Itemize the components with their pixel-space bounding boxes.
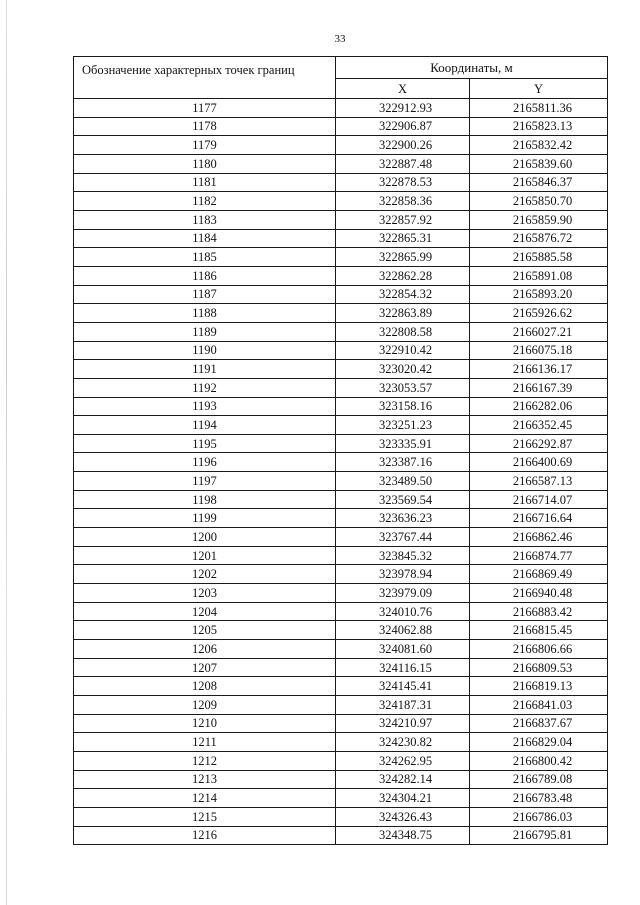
table-row [74,378,608,397]
x-coordinate-cell: 324348.75 [336,826,470,845]
table-row [74,360,608,379]
table-row [74,322,608,341]
table-row [74,285,608,304]
x-coordinate-cell: 323251.23 [336,416,470,435]
y-coordinate-cell: 2165811.36 [470,99,608,118]
y-coordinate-cell: 2166874.77 [470,546,608,565]
x-coordinate-cell: 324010.76 [336,602,470,621]
point-number-cell: 1200 [74,528,336,547]
point-number-cell: 1182 [74,192,336,211]
x-coordinate-cell: 322887.48 [336,154,470,173]
points-column-header: Обозначение характерных точек границ [74,57,336,99]
x-coordinate-cell: 324187.31 [336,696,470,715]
x-coordinate-cell: 324116.15 [336,658,470,677]
x-coordinate-cell: 323158.16 [336,397,470,416]
y-coordinate-cell: 2166786.03 [470,807,608,826]
page-number: 33 [334,33,346,45]
point-number-cell: 1207 [74,658,336,677]
point-number-cell: 1201 [74,546,336,565]
table-row [74,136,608,155]
y-coordinate-cell: 2166292.87 [470,434,608,453]
x-coordinate-cell: 324230.82 [336,733,470,752]
y-coordinate-cell: 2166940.48 [470,584,608,603]
point-number-cell: 1193 [74,397,336,416]
y-coordinate-cell: 2166829.04 [470,733,608,752]
x-coordinate-cell: 322858.36 [336,192,470,211]
y-coordinate-cell: 2166795.81 [470,826,608,845]
table-body [74,99,608,845]
table-row [74,210,608,229]
table-row [74,733,608,752]
x-coordinate-cell: 324081.60 [336,640,470,659]
coordinates-table [73,56,608,845]
x-column-header: X [336,79,470,99]
table-row [74,528,608,547]
point-number-cell: 1180 [74,154,336,173]
x-coordinate-cell: 323845.32 [336,546,470,565]
x-coordinate-cell: 322808.58 [336,322,470,341]
table-row [74,826,608,845]
y-coordinate-cell: 2165839.60 [470,154,608,173]
y-coordinate-cell: 2166714.07 [470,490,608,509]
y-coordinate-cell: 2166837.67 [470,714,608,733]
table-row [74,99,608,118]
x-coordinate-cell: 323569.54 [336,490,470,509]
x-coordinate-cell: 323387.16 [336,453,470,472]
table-header [74,57,608,99]
x-coordinate-cell: 322910.42 [336,341,470,360]
point-number-cell: 1215 [74,807,336,826]
y-coordinate-cell: 2166587.13 [470,472,608,491]
point-number-cell: 1216 [74,826,336,845]
table-row [74,229,608,248]
point-number-cell: 1178 [74,117,336,136]
table-row [74,602,608,621]
header-row [74,57,608,79]
y-coordinate-cell: 2166800.42 [470,751,608,770]
table-row [74,397,608,416]
y-coordinate-cell: 2165823.13 [470,117,608,136]
y-coordinate-cell: 2166815.45 [470,621,608,640]
x-coordinate-cell: 322862.28 [336,266,470,285]
y-coordinate-cell: 2166783.48 [470,789,608,808]
y-coordinate-cell: 2166282.06 [470,397,608,416]
x-coordinate-cell: 324304.21 [336,789,470,808]
table-row [74,565,608,584]
point-number-cell: 1196 [74,453,336,472]
y-coordinate-cell: 2166841.03 [470,696,608,715]
point-number-cell: 1195 [74,434,336,453]
point-number-cell: 1177 [74,99,336,118]
point-number-cell: 1212 [74,751,336,770]
table-row [74,696,608,715]
table-row [74,714,608,733]
point-number-cell: 1188 [74,304,336,323]
point-number-cell: 1183 [74,210,336,229]
y-coordinate-cell: 2165832.42 [470,136,608,155]
table-row [74,117,608,136]
point-number-cell: 1179 [74,136,336,155]
point-number-cell: 1204 [74,602,336,621]
point-number-cell: 1191 [74,360,336,379]
point-number-cell: 1206 [74,640,336,659]
point-number-cell: 1185 [74,248,336,267]
table-row [74,248,608,267]
x-coordinate-cell: 323767.44 [336,528,470,547]
x-coordinate-cell: 322863.89 [336,304,470,323]
x-coordinate-cell: 322865.99 [336,248,470,267]
point-number-cell: 1211 [74,733,336,752]
table-row [74,584,608,603]
point-number-cell: 1210 [74,714,336,733]
x-coordinate-cell: 322900.26 [336,136,470,155]
x-coordinate-cell: 324262.95 [336,751,470,770]
table-row [74,807,608,826]
x-coordinate-cell: 323053.57 [336,378,470,397]
y-coordinate-cell: 2165876.72 [470,229,608,248]
y-coordinate-cell: 2165891.08 [470,266,608,285]
y-coordinate-cell: 2165893.20 [470,285,608,304]
table-row [74,472,608,491]
y-coordinate-cell: 2166862.46 [470,528,608,547]
point-number-cell: 1190 [74,341,336,360]
y-coordinate-cell: 2166400.69 [470,453,608,472]
point-number-cell: 1198 [74,490,336,509]
table-row [74,621,608,640]
y-coordinate-cell: 2166869.49 [470,565,608,584]
y-coordinate-cell: 2166809.53 [470,658,608,677]
table-row [74,789,608,808]
point-number-cell: 1214 [74,789,336,808]
table-row [74,546,608,565]
table-row [74,751,608,770]
table-row [74,192,608,211]
x-coordinate-cell: 323979.09 [336,584,470,603]
point-number-cell: 1197 [74,472,336,491]
coordinates-column-header: Координаты, м [336,57,608,79]
point-number-cell: 1208 [74,677,336,696]
x-coordinate-cell: 322857.92 [336,210,470,229]
point-number-cell: 1187 [74,285,336,304]
y-coordinate-cell: 2166075.18 [470,341,608,360]
table-row [74,416,608,435]
scan-edge [6,0,7,905]
y-coordinate-cell: 2165885.58 [470,248,608,267]
y-coordinate-cell: 2166027.21 [470,322,608,341]
point-number-cell: 1203 [74,584,336,603]
x-coordinate-cell: 323489.50 [336,472,470,491]
table-row [74,154,608,173]
y-coordinate-cell: 2166789.08 [470,770,608,789]
point-number-cell: 1209 [74,696,336,715]
point-number-cell: 1213 [74,770,336,789]
y-coordinate-cell: 2165859.90 [470,210,608,229]
table-row [74,304,608,323]
x-coordinate-cell: 323020.42 [336,360,470,379]
point-number-cell: 1189 [74,322,336,341]
table-row [74,640,608,659]
x-coordinate-cell: 322912.93 [336,99,470,118]
point-number-cell: 1186 [74,266,336,285]
x-coordinate-cell: 322878.53 [336,173,470,192]
point-number-cell: 1205 [74,621,336,640]
table-row [74,173,608,192]
point-number-cell: 1184 [74,229,336,248]
y-coordinate-cell: 2165850.70 [470,192,608,211]
y-coordinate-cell: 2166136.17 [470,360,608,379]
x-coordinate-cell: 324145.41 [336,677,470,696]
point-number-cell: 1192 [74,378,336,397]
x-coordinate-cell: 322906.87 [336,117,470,136]
x-coordinate-cell: 322865.31 [336,229,470,248]
point-number-cell: 1199 [74,509,336,528]
y-coordinate-cell: 2165846.37 [470,173,608,192]
table-row [74,658,608,677]
point-number-cell: 1202 [74,565,336,584]
table-row [74,434,608,453]
y-coordinate-cell: 2166806.66 [470,640,608,659]
x-coordinate-cell: 324210.97 [336,714,470,733]
y-coordinate-cell: 2166883.42 [470,602,608,621]
x-coordinate-cell: 324282.14 [336,770,470,789]
y-coordinate-cell: 2166819.13 [470,677,608,696]
table-row [74,770,608,789]
y-column-header: Y [470,79,608,99]
y-coordinate-cell: 2166167.39 [470,378,608,397]
point-number-cell: 1194 [74,416,336,435]
table-row [74,341,608,360]
x-coordinate-cell: 323978.94 [336,565,470,584]
x-coordinate-cell: 323636.23 [336,509,470,528]
x-coordinate-cell: 324062.88 [336,621,470,640]
y-coordinate-cell: 2166352.45 [470,416,608,435]
x-coordinate-cell: 323335.91 [336,434,470,453]
y-coordinate-cell: 2166716.64 [470,509,608,528]
table-row [74,509,608,528]
y-coordinate-cell: 2165926.62 [470,304,608,323]
table-row [74,266,608,285]
x-coordinate-cell: 322854.32 [336,285,470,304]
x-coordinate-cell: 324326.43 [336,807,470,826]
table-row [74,453,608,472]
table-row [74,490,608,509]
table-row [74,677,608,696]
point-number-cell: 1181 [74,173,336,192]
